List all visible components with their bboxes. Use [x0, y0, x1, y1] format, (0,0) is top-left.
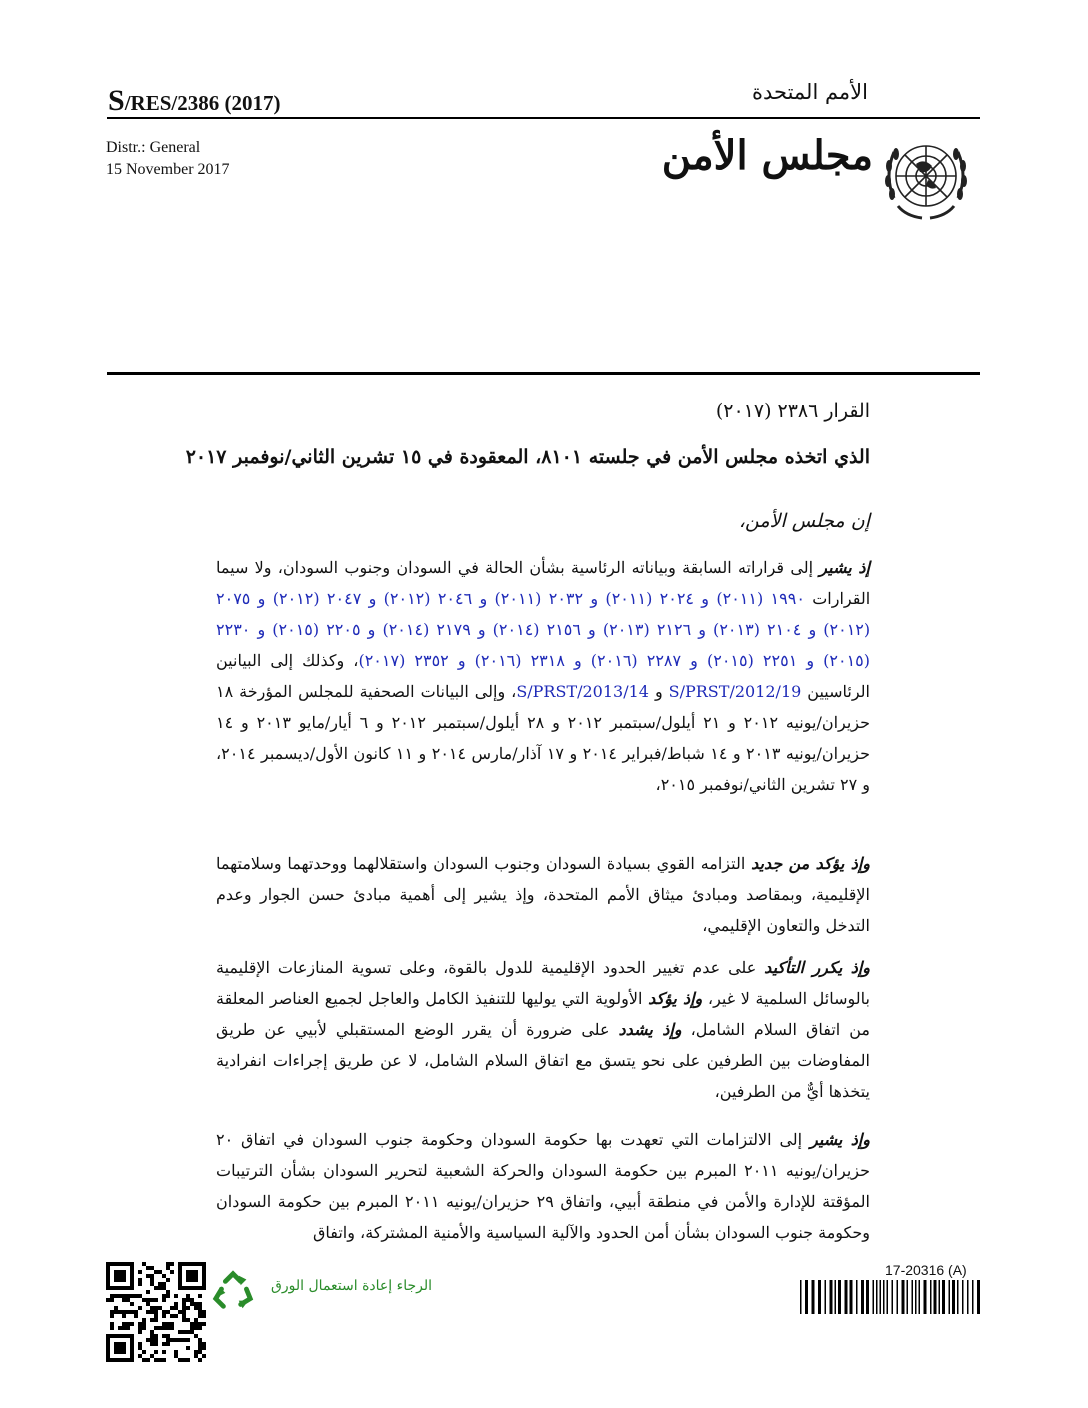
section-rule — [107, 372, 980, 375]
job-number: 17-20316 (A) — [885, 1262, 967, 1278]
paragraph-lead: وإذ يشدد — [618, 1020, 682, 1039]
paragraph-lead: وإذ يكرر التأكيد — [764, 958, 870, 977]
paragraph-lead: وإذ يشير — [809, 1130, 871, 1149]
preamble-paragraph-3: وإذ يكرر التأكيد على عدم تغيير الحدود الإقليمية للدول بالقوة، وعلى تسوية المنازعات الإقليمية بالوسائل السلمية لا غير، وإذ يؤكد الأولوية التي يوليها للتنفيذ الكامل والعاجل لجميع العناصر المعلقة من اتفاق السلام الشامل، وإذ يشدد على ضرورة أن يقرر الوضع المستقبلي لأبيي عن طريق المفاوضات بين الطرفين على نحو يتسق مع اتفاق السلام الشامل، لا عن طريق إجراءات انفرادية يتخذها أيٌّ من الطرفين، — [216, 958, 870, 1101]
paragraph-lead: وإذ يؤكد من جديد — [751, 854, 871, 873]
prst-2013-link[interactable]: S/PRST/2013/14 — [516, 682, 649, 701]
document-symbol: S/RES/2386 (2017) — [108, 84, 281, 117]
distribution-info — [106, 137, 230, 181]
barcode-icon — [800, 1280, 980, 1314]
distribution-label: Distr.: General — [106, 139, 201, 156]
preamble-paragraph-1: إذ يشير إلى قراراته السابقة وبياناته الرئاسية بشأن الحالة في السودان وجنوب السودان، ولا سيما القرارات ١٩٩٠ (٢٠١١) و ٢٠٢٤ (٢٠١١) و ٢٠٣٢ (٢٠١١) و ٢٠٤٦ (٢٠١٢) و ٢٠٤٧ (٢٠١٢) و ٢٠٧٥ (٢٠١٢) و ٢١٠٤ (٢٠١٣) و ٢١٢٦ (٢٠١٣) و ٢١٥٦ (٢٠١٤) و ٢١٧٩ (٢٠١٤) و ٢٢٠٥ (٢٠١٥) و ٢٢٣٠ (٢٠١٥) و ٢٢٥١ (٢٠١٥) و ٢٢٨٧ (٢٠١٦) و ٢٣١٨ (٢٠١٦) و ٢٣٥٢ (٢٠١٧)، وكذلك إلى البيانين الرئاسيين S/PRST/2012/19 و S/PRST/2013/14، وإلى البيانات الصحفية للمجلس المؤرخة ١٨ حزيران/يونيه ٢٠١٢ و ٢١ أيلول/سبتمبر ٢٠١٢ و ٢٨ أيلول/سبتمبر ٢٠١٢ و ٦ أيار/مايو ٢٠١٣ و ١٤ حزيران/يونيه ٢٠١٣ و ١٤ شباط/فبراير ٢٠١٤ و ١٧ آذار/مارس ٢٠١٤ و ١١ كانون الأول/ديسمبر ٢٠١٤، و ٢٧ تشرين الثاني/نوفمبر ٢٠١٥، — [216, 558, 871, 794]
resolution-references-link[interactable]: ١٩٩٠ (٢٠١١) و ٢٠٢٤ (٢٠١١) و ٢٠٣٢ (٢٠١١) و ٢٠٤٦ (٢٠١٢) و ٢٠٤٧ (٢٠١٢) و ٢٠٧٥ (٢٠١٢) و ٢١٠٤ (٢٠١٣) و ٢١٢٦ (٢٠١٣) و ٢١٥٦ (٢٠١٤) و ٢١٧٩ (٢٠١٤) و ٢٢٠٥ (٢٠١٥) و ٢٢٣٠ (٢٠١٥) و ٢٢٥١ (٢٠١٥) و ٢٢٨٧ (٢٠١٦) و ٢٣١٨ (٢٠١٦) و ٢٣٥٢ (٢٠١٧) — [216, 589, 871, 670]
recycle-note: الرجاء إعادة استعمال الورق — [271, 1278, 432, 1294]
paragraph-lead: إذ يشير — [819, 558, 870, 577]
preamble-paragraph-4: وإذ يشير إلى الالتزامات التي تعهدت بها حكومة السودان وحكومة جنوب السودان في اتفاق ٢٠ حزيران/يونيه ٢٠١١ المبرم بين حكومة السودان والحركة الشعبية لتحرير السودان بشأن الترتيبات المؤقتة للإدارة والأمن في منطقة أبيي، واتفاق ٢٩ حزيران/يونيه ٢٠١١ المبرم بين حكومة السودان وحكومة جنوب السودان بشأن أمن الحدود والآلية السياسية والأمنية المشتركة، واتفاق — [216, 1130, 871, 1242]
resolution-title: القرار ٢٣٨٦ (٢٠١٧) — [715, 400, 870, 422]
united-nations-arabic: الأمم المتحدة — [751, 80, 868, 104]
preamble-paragraph-2: وإذ يؤكد من جديد التزامه القوي بسيادة السودان وجنوب السودان واستقلالهما ووحدتهما وسلامتهما الإقليمية، وبمقاصد ومبادئ ميثاق الأمم المتحدة، وإذ يشير إلى أهمية مبادئ حسن الجوار وعدم التدخل والتعاون الإقليمي، — [216, 854, 871, 935]
header-rule — [107, 117, 980, 119]
opening-phrase: إن مجلس الأمن، — [738, 510, 870, 532]
organ-name: مجلس الأمن — [661, 132, 873, 179]
adoption-line: الذي اتخذه مجلس الأمن في جلسته ٨١٠١، المعقودة في ١٥ تشرين الثاني/نوفمبر ٢٠١٧ — [185, 446, 870, 468]
prst-2012-link[interactable]: S/PRST/2012/19 — [668, 682, 802, 701]
paragraph-lead: وإذ يؤكد — [648, 989, 703, 1008]
document-date: 15 November 2017 — [106, 161, 230, 178]
recycle-icon — [210, 1268, 256, 1314]
un-emblem-icon — [876, 126, 976, 226]
qr-code-icon — [106, 1262, 206, 1362]
